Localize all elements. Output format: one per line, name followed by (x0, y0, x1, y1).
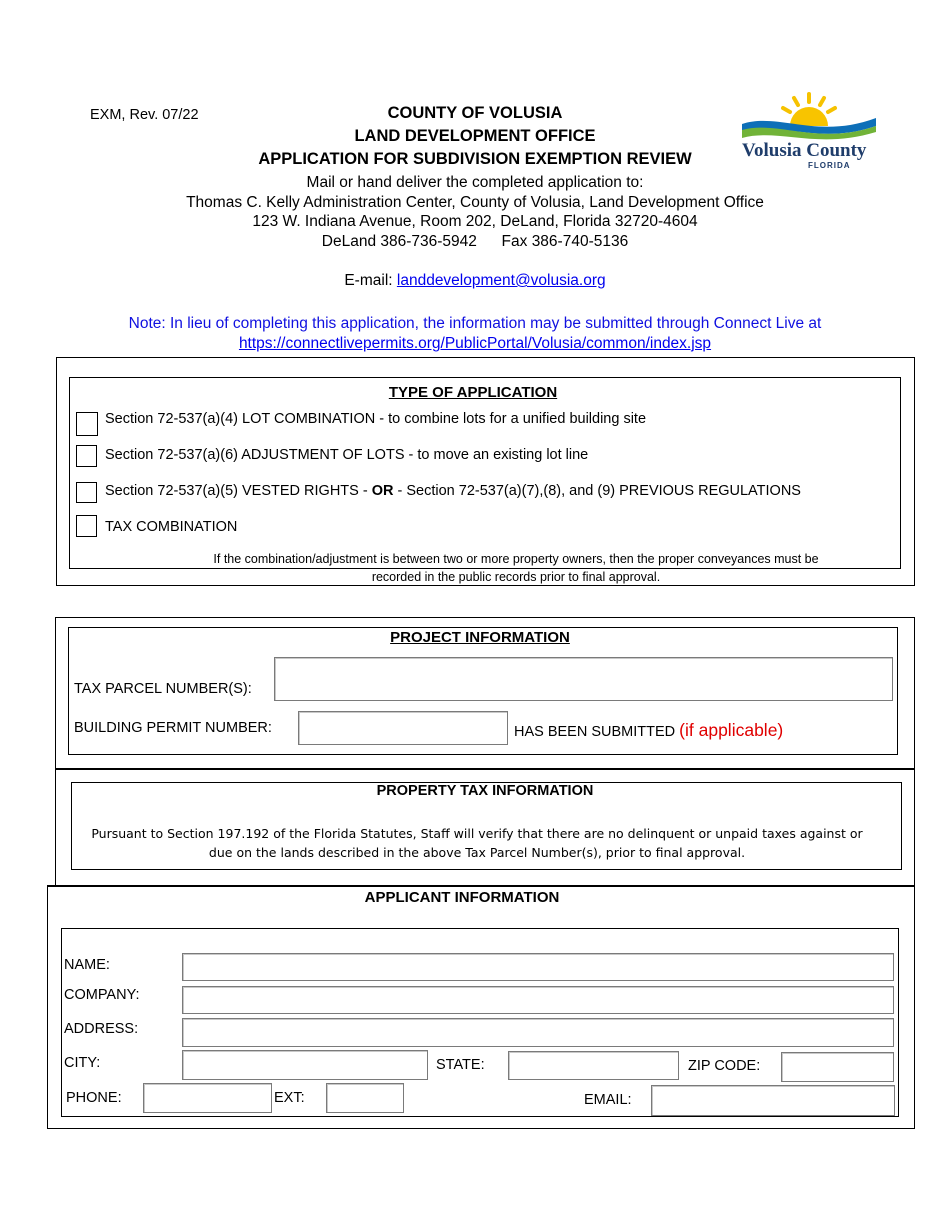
name-input[interactable] (182, 953, 894, 981)
fax-number: Fax 386-740-5136 (501, 233, 629, 250)
company-label: COMPANY: (64, 987, 140, 1003)
option-vested-rights-or: OR (371, 483, 394, 499)
page-title: APPLICATION FOR SUBDIVISION EXEMPTION REVIEW (258, 150, 692, 168)
form-id: EXM, Rev. 07/22 (90, 107, 199, 123)
building-permit-label: BUILDING PERMIT NUMBER: (74, 720, 272, 736)
ext-label: EXT: (274, 1090, 305, 1106)
option-tax-combination: TAX COMBINATION (105, 519, 238, 535)
has-been-submitted-label: HAS BEEN SUBMITTED (514, 724, 676, 740)
address-input[interactable] (182, 1018, 894, 1047)
checkbox-lot-combination[interactable] (76, 412, 98, 436)
logo-subtext: FLORIDA (808, 161, 851, 170)
title-county: COUNTY OF VOLUSIA (387, 104, 563, 122)
application-type-inner (69, 377, 901, 569)
phone-label: PHONE: (66, 1090, 122, 1106)
volusia-county-logo (738, 88, 880, 172)
conveyance-footnote-2: recorded in the public records prior to final approval. (371, 570, 661, 584)
property-tax-text-1: Pursuant to Section 197.192 of the Florida Statutes, Staff will verify that there are no delinquent or unpaid taxes against or (91, 826, 863, 841)
project-info-title: PROJECT INFORMATION (390, 629, 570, 646)
connect-live-url-line (0, 335, 950, 353)
mail-address-line-1: Thomas C. Kelly Administration Center, County of Volusia, Land Development Office (186, 194, 764, 211)
state-input[interactable] (508, 1051, 679, 1080)
connect-live-note: Note: In lieu of completing this application, the information may be submitted through Connect Live at (128, 315, 822, 332)
address-label: ADDRESS: (64, 1021, 139, 1037)
state-label: STATE: (436, 1057, 485, 1073)
option-vested-rights-post: - Section 72-537(a)(7),(8), and (9) PREVIOUS REGULATIONS (393, 483, 801, 499)
building-permit-input[interactable] (298, 711, 508, 745)
city-label: CITY: (64, 1055, 101, 1071)
option-vested-rights-pre: Section 72-537(a)(5) VESTED RIGHTS - (105, 483, 372, 499)
property-tax-title: PROPERTY TAX INFORMATION (376, 783, 594, 799)
email-link[interactable]: landdevelopment@volusia.org (396, 272, 606, 289)
email-line (0, 272, 950, 290)
phone-input[interactable] (143, 1083, 272, 1113)
option-adjustment-of-lots: Section 72-537(a)(6) ADJUSTMENT OF LOTS - to move an existing lot line (105, 447, 589, 463)
permit-submitted-line (514, 720, 783, 741)
connect-live-link[interactable]: https://connectlivepermits.org/PublicPortal/Volusia/common/index.jsp (238, 335, 712, 352)
email-input[interactable] (651, 1085, 895, 1116)
tax-parcel-input[interactable] (274, 657, 893, 701)
checkbox-adjustment-of-lots[interactable] (76, 445, 97, 467)
tax-parcel-label: TAX PARCEL NUMBER(S): (74, 681, 252, 697)
property-tax-text-2: due on the lands described in the above Tax Parcel Number(s), prior to final approval. (208, 845, 746, 860)
phone-fax-line (0, 233, 950, 251)
mail-instructions: Mail or hand deliver the completed application to: (306, 174, 644, 191)
applicant-info-title: APPLICANT INFORMATION (364, 889, 560, 906)
zip-input[interactable] (781, 1052, 894, 1082)
option-lot-combination: Section 72-537(a)(4) LOT COMBINATION - to combine lots for a unified building site (105, 411, 647, 427)
email-field-label: EMAIL: (584, 1092, 632, 1108)
title-office: LAND DEVELOPMENT OFFICE (354, 127, 596, 145)
zip-label: ZIP CODE: (688, 1058, 761, 1074)
conveyance-footnote-1: If the combination/adjustment is between two or more property owners, then the proper conveyances must be (213, 552, 819, 566)
application-type-title: TYPE OF APPLICATION (388, 384, 558, 401)
checkbox-tax-combination[interactable] (76, 515, 97, 537)
email-label: E-mail: (344, 272, 393, 289)
ext-input[interactable] (326, 1083, 404, 1113)
company-input[interactable] (182, 986, 894, 1014)
option-vested-rights (105, 483, 801, 499)
sun-wave-logo-icon (738, 88, 880, 144)
mail-address-line-2: 123 W. Indiana Avenue, Room 202, DeLand, Florida 32720-4604 (252, 213, 698, 230)
if-applicable-note: (if applicable) (679, 720, 784, 740)
deland-phone: DeLand 386-736-5942 (321, 233, 477, 250)
logo-text: Volusia County (742, 140, 867, 161)
city-input[interactable] (182, 1050, 428, 1080)
checkbox-vested-rights[interactable] (76, 482, 97, 503)
name-label: NAME: (64, 957, 110, 973)
